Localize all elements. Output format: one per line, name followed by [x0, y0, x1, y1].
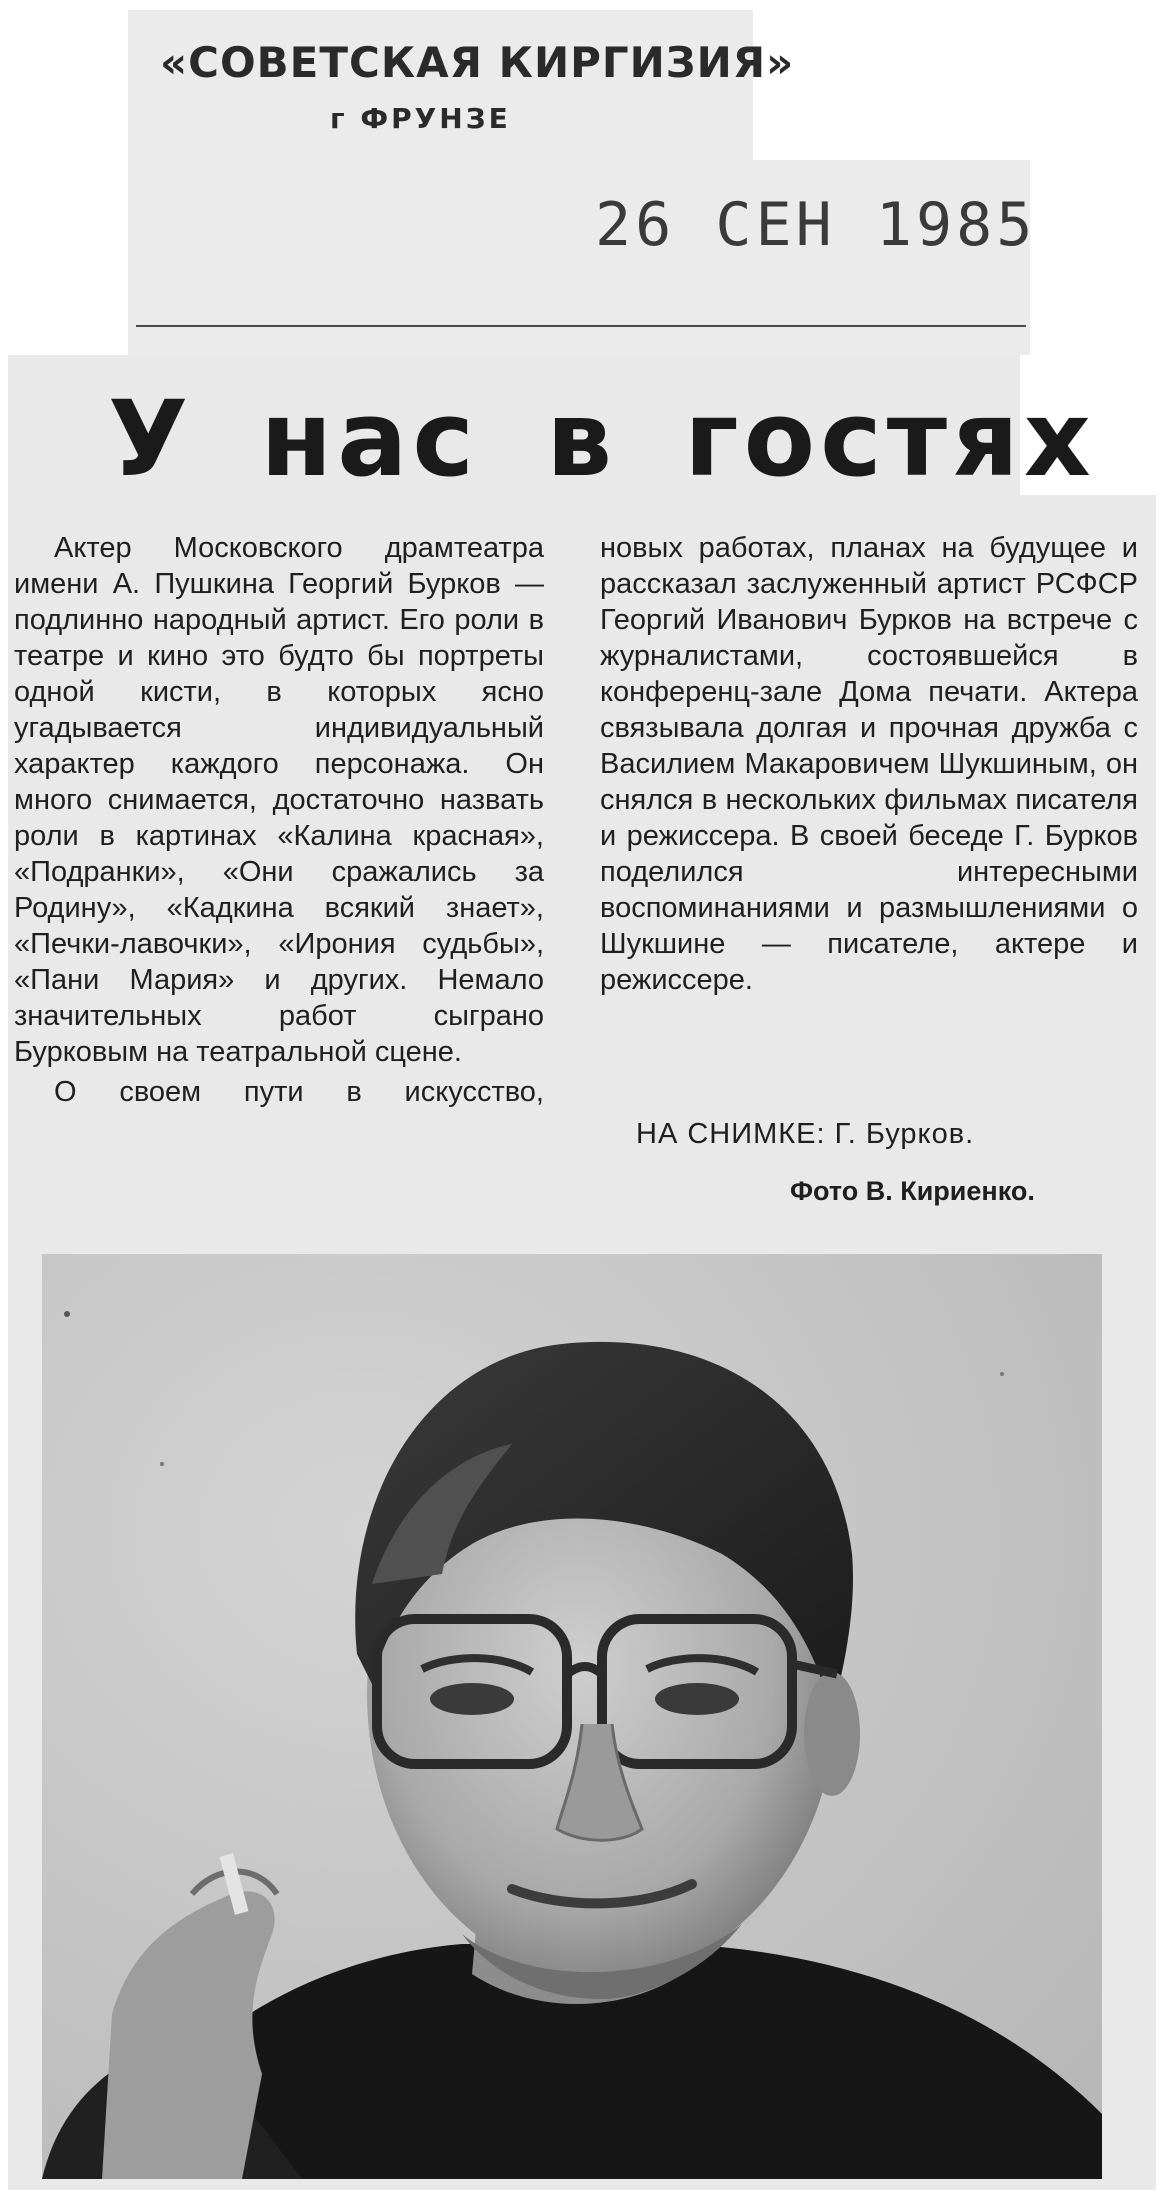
article-headline: У нас в гостях [108, 378, 1096, 500]
newspaper-name-stamp: «СОВЕТСКАЯ КИРГИЗИЯ» [160, 38, 795, 87]
city-stamp: г ФРУНЗЕ [330, 102, 511, 135]
portrait-photo [42, 1254, 1102, 2179]
photo-caption: НА СНИМКЕ: Г. Бурков. [636, 1118, 975, 1150]
article-paragraph: Актер Московского драмтеатра имени А. Пушкина Георгий Бурков — подлинно народный артист. Его роли в театре и кино это будто бы портреты одной кисти, в которых ясно угадывается индивидуальный характер каждого персонажа. Он много снимается, достаточно назвать роли в картинах «Калина красная», «Подранки», «Они сражались за Родину», «Кадкина всякий знает», «Печки-лавочки», «Ирония судьбы», «Пани Мария» и других. Немало значительных работ сыграно Бурковым на театральной сцене. [14, 532, 544, 1068]
header-paper [128, 10, 753, 170]
header-divider [136, 325, 1026, 327]
article-column-2 [600, 530, 1138, 998]
article-paragraph: О своем пути в искусство, [54, 1076, 544, 1108]
article-paragraph: новых работах, планах на будущее и рассказал заслуженный артист РСФСР Георгий Иванович Бурков на встрече с журналистами, состоявшейся в конференц-зале Дома печати. Актера связывала долгая и прочная дружба с Василием Макаровичем Шукшиным, он снялся в нескольких фильмах писателя и режиссера. В своей беседе Г. Бурков поделился интересными воспоминаниями и размышлениями о Шукшине — писателе, актере и режиссере. [600, 532, 1138, 996]
photo-credit: Фото В. Кириенко. [790, 1176, 1035, 1206]
article-column-1 [14, 530, 544, 1110]
date-stamp: 26 СЕН 1985 [595, 190, 1037, 260]
